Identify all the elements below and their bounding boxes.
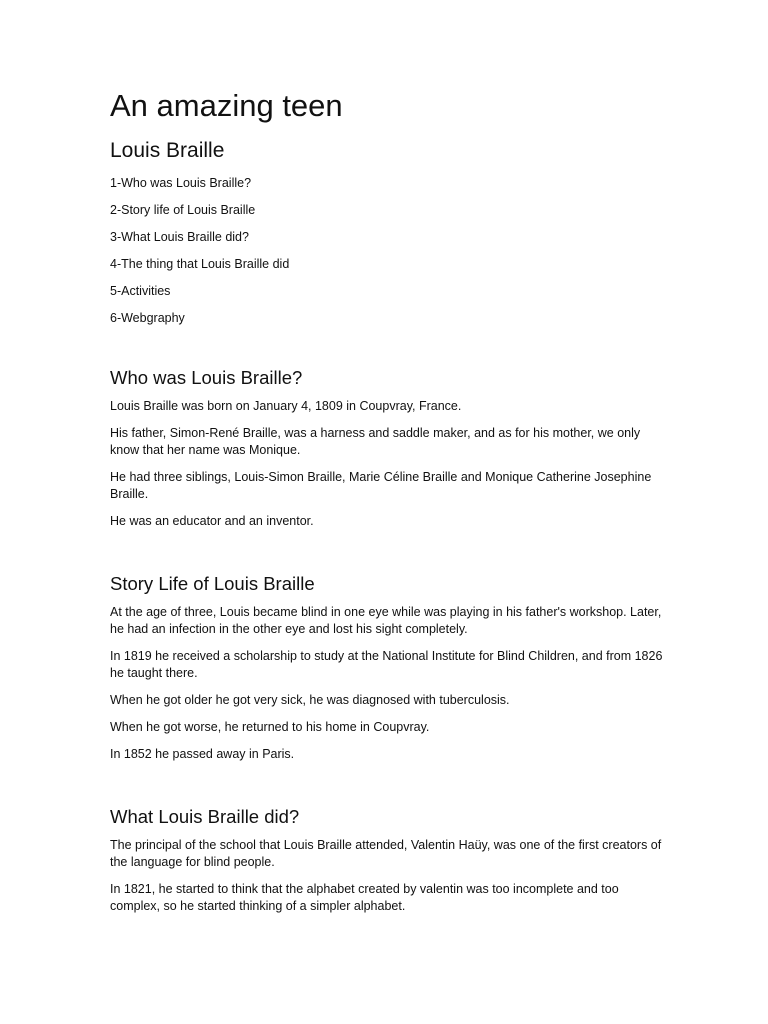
toc-item: 1-Who was Louis Braille? <box>110 176 252 190</box>
paragraph: In 1852 he passed away in Paris. <box>110 747 295 761</box>
toc-item: 5-Activities <box>110 284 171 298</box>
paragraph: He had three siblings, Louis-Simon Braille, Marie Céline Braille and Monique Catherine Josephine Braille. <box>110 470 652 501</box>
paragraph: When he got worse, he returned to his home in Coupvray. <box>110 720 430 734</box>
paragraph: He was an educator and an inventor. <box>110 514 314 528</box>
toc-item: 6-Webgraphy <box>110 311 185 325</box>
toc-item: 2-Story life of Louis Braille <box>110 203 256 217</box>
section-what-louis-braille-did <box>110 804 666 925</box>
document-title: An amazing teen <box>110 88 343 123</box>
section-heading: Story Life of Louis Braille <box>110 573 315 594</box>
paragraph: In 1821, he started to think that the alphabet created by valentin was too incomplete and too complex, so he started thinking of a simpler alphabet. <box>110 882 619 913</box>
paragraph: In 1819 he received a scholarship to study at the National Institute for Blind Children, and from 1826 he taught there. <box>110 649 663 680</box>
toc-item: 3-What Louis Braille did? <box>110 230 249 244</box>
section-story-life <box>110 571 666 773</box>
paragraph: The principal of the school that Louis Braille attended, Valentin Haüy, was one of the first creators of the language for blind people. <box>110 838 662 869</box>
paragraph: Louis Braille was born on January 4, 1809 in Coupvray, France. <box>110 399 462 413</box>
section-who-was-louis-braille <box>110 365 666 540</box>
section-heading: Who was Louis Braille? <box>110 367 303 388</box>
paragraph: When he got older he got very sick, he was diagnosed with tuberculosis. <box>110 693 510 707</box>
paragraph: At the age of three, Louis became blind in one eye while was playing in his father's workshop. Later, he had an infection in the other eye and lost his sight completely. <box>110 605 662 636</box>
toc-item: 4-The thing that Louis Braille did <box>110 257 290 271</box>
section-heading: What Louis Braille did? <box>110 806 300 827</box>
table-of-contents <box>110 175 289 337</box>
paragraph: His father, Simon-René Braille, was a harness and saddle maker, and as for his mother, we only know that her name was Monique. <box>110 426 641 457</box>
document-subtitle: Louis Braille <box>110 139 225 162</box>
